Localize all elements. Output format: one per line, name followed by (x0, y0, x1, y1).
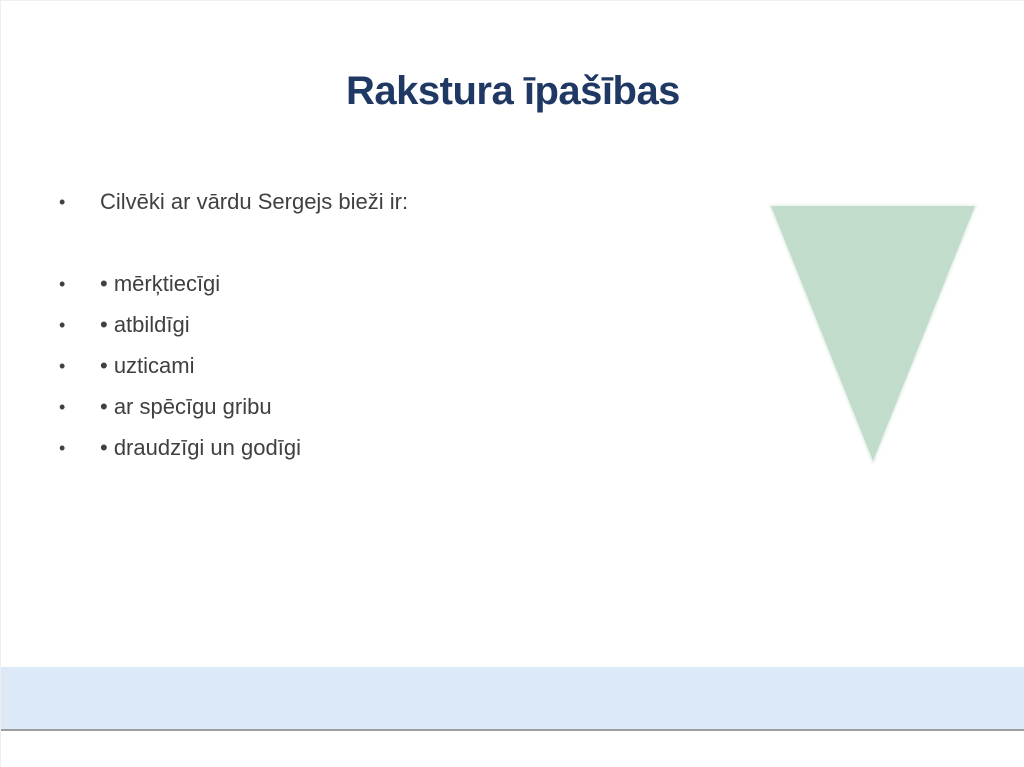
list-item-text: • ar spēcīgu gribu (100, 394, 272, 419)
bullet-marker: • (59, 438, 66, 458)
bullet-marker: • (59, 397, 66, 417)
bullet-list (59, 185, 719, 472)
bullet-marker: • (59, 356, 66, 376)
list-item-text: • atbildīgi (100, 312, 190, 337)
list-item-text: • mērķtiecīgi (100, 271, 221, 296)
list-item (59, 431, 719, 472)
list-item-intro (59, 185, 719, 226)
bullet-marker: • (59, 192, 66, 212)
intro-text: Cilvēki ar vārdu Sergejs bieži ir: (100, 189, 409, 214)
inverted-triangle-shape (767, 203, 979, 467)
bullet-marker: • (59, 274, 66, 294)
triangle-fill (771, 206, 975, 461)
list-item (59, 390, 719, 431)
list-item-text: • uzticami (100, 353, 195, 378)
list-item-text: • draudzīgi un godīgi (100, 435, 301, 460)
list-item (59, 308, 719, 349)
footer-band (1, 667, 1024, 731)
list-item (59, 267, 719, 308)
list-item (59, 349, 719, 390)
slide-title: Rakstura īpašības (346, 69, 680, 113)
bullet-marker: • (59, 315, 66, 335)
